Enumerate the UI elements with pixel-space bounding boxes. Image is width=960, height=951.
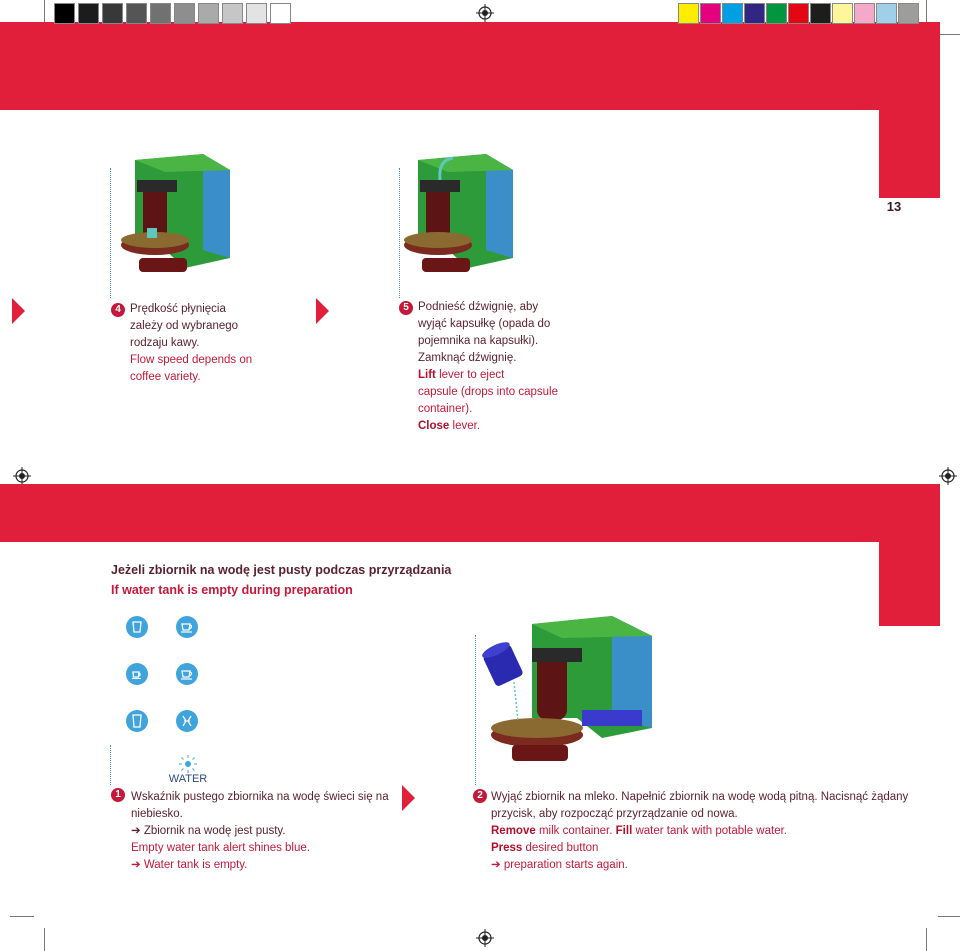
step4-pl-line: zależy od wybranego bbox=[130, 320, 239, 332]
step-separator bbox=[110, 745, 111, 785]
step-arrow-icon bbox=[316, 298, 329, 324]
gray-swatch bbox=[222, 3, 243, 24]
step1-pl-line: ➔ Zbiornik na wodę jest pusty. bbox=[131, 825, 286, 837]
lift-rest: lever to eject bbox=[435, 369, 505, 381]
gray-swatch bbox=[198, 3, 219, 24]
step5-pl-line: Zamknąć dźwignię. bbox=[418, 352, 517, 364]
step1-en-line: Empty water tank alert shines blue. bbox=[131, 842, 310, 854]
step1-en-line: ➔ Water tank is empty. bbox=[131, 859, 248, 871]
step2-pl-line: Wyjąć zbiornik na mleko. Napełnić zbiornik na wodę wodą pitną. Nacisnąć żądany bbox=[491, 791, 909, 803]
lift-keyword: Lift bbox=[418, 369, 436, 381]
latte-glass-icon bbox=[126, 616, 148, 638]
color-swatch bbox=[832, 3, 853, 24]
fill-rest: water tank with potable water. bbox=[632, 825, 787, 837]
step4-pl-line: Prędkość płynięcia bbox=[130, 303, 226, 315]
step-number-1: 1 bbox=[111, 788, 125, 802]
step2-text bbox=[491, 789, 908, 874]
registration-mark-icon bbox=[476, 929, 494, 947]
gray-swatch bbox=[78, 3, 99, 24]
crop-mark bbox=[926, 928, 927, 951]
step-arrow-icon bbox=[402, 785, 415, 811]
step4-pl-line: rodzaju kawy. bbox=[130, 337, 200, 349]
color-swatch bbox=[744, 3, 765, 24]
registration-mark-icon bbox=[939, 467, 957, 485]
cup-icon bbox=[176, 616, 198, 638]
step5-pl-line: wyjąć kapsułkę (opada do bbox=[418, 318, 551, 330]
color-swatch bbox=[810, 3, 831, 24]
step5-en-line: capsule (drops into capsule bbox=[418, 386, 558, 398]
page-tab bbox=[879, 110, 940, 198]
remove-keyword: Remove bbox=[491, 825, 536, 837]
gray-swatch bbox=[270, 3, 291, 24]
step-number-5: 5 bbox=[399, 301, 413, 315]
step5-en-line: container). bbox=[418, 403, 473, 415]
coffee-machine-image bbox=[115, 150, 245, 280]
color-swatch bbox=[876, 3, 897, 24]
step-number-2: 2 bbox=[473, 789, 487, 803]
water-alert-light-icon bbox=[178, 754, 198, 774]
gray-swatch bbox=[102, 3, 123, 24]
step5-pl-line: Podnieść dźwignię, aby bbox=[418, 301, 539, 313]
crop-mark bbox=[10, 916, 34, 917]
crop-mark bbox=[44, 928, 45, 951]
step5-text bbox=[418, 299, 558, 435]
registration-mark-icon bbox=[476, 4, 494, 22]
page-number: 13 bbox=[886, 199, 902, 214]
crop-mark bbox=[44, 0, 45, 22]
crop-mark bbox=[938, 916, 960, 917]
step5-pl-line: pojemnika na kapsułki). bbox=[418, 335, 539, 347]
coffee-machine-lever-image bbox=[398, 150, 528, 280]
step5-en-close bbox=[418, 418, 558, 435]
step2-en-line: ➔ preparation starts again. bbox=[491, 859, 628, 871]
close-keyword: Close bbox=[418, 420, 450, 432]
step2-en-remove bbox=[491, 823, 908, 840]
middle-side-tab bbox=[879, 542, 940, 626]
color-swatch bbox=[898, 3, 919, 24]
crop-mark bbox=[926, 0, 927, 22]
step-separator bbox=[110, 168, 111, 298]
step-separator bbox=[475, 635, 476, 785]
step4-en-line: coffee variety. bbox=[130, 371, 201, 383]
color-swatch bbox=[788, 3, 809, 24]
tall-glass-icon bbox=[126, 710, 148, 732]
color-swatch bbox=[678, 3, 699, 24]
fill-keyword: Fill bbox=[615, 825, 633, 837]
color-swatch bbox=[854, 3, 875, 24]
press-rest: desired button bbox=[522, 842, 599, 854]
step1-pl-line: Wskaźnik pustego zbiornika na wodę świeci się na bbox=[131, 791, 389, 803]
close-rest: lever. bbox=[449, 420, 481, 432]
middle-red-band bbox=[0, 484, 940, 542]
milk-froth-icon bbox=[176, 710, 198, 732]
remove-rest: milk container. bbox=[535, 825, 616, 837]
step-arrow-icon bbox=[12, 298, 25, 324]
step4-en-line: Flow speed depends on bbox=[130, 354, 253, 366]
gray-swatch bbox=[54, 3, 75, 24]
water-label: WATER bbox=[168, 773, 208, 785]
section-heading-en: If water tank is empty during preparation bbox=[111, 583, 353, 597]
color-swatch bbox=[722, 3, 743, 24]
coffee-machine-refill-image bbox=[482, 610, 662, 770]
crop-mark bbox=[938, 34, 960, 35]
registration-mark-icon bbox=[13, 467, 31, 485]
step-number-4: 4 bbox=[111, 303, 125, 317]
step5-en-lift bbox=[418, 367, 558, 384]
color-swatch bbox=[766, 3, 787, 24]
press-keyword: Press bbox=[491, 842, 523, 854]
top-red-band bbox=[0, 22, 940, 110]
coffee-cup-icon bbox=[176, 663, 198, 685]
color-swatch bbox=[700, 3, 721, 24]
step4-text bbox=[130, 301, 252, 386]
step2-pl-line: przycisk, aby rozpocząć przyrządzanie od nowa. bbox=[491, 808, 738, 820]
step2-en-press bbox=[491, 840, 908, 857]
gray-swatch bbox=[246, 3, 267, 24]
gray-swatch bbox=[126, 3, 147, 24]
section-heading-pl: Jeżeli zbiornik na wodę jest pusty podczas przyrządzania bbox=[111, 563, 452, 577]
step1-pl-line: niebiesko. bbox=[131, 808, 183, 820]
gray-swatch bbox=[174, 3, 195, 24]
espresso-cup-icon bbox=[126, 663, 148, 685]
step1-text bbox=[131, 789, 389, 874]
gray-swatch bbox=[150, 3, 171, 24]
